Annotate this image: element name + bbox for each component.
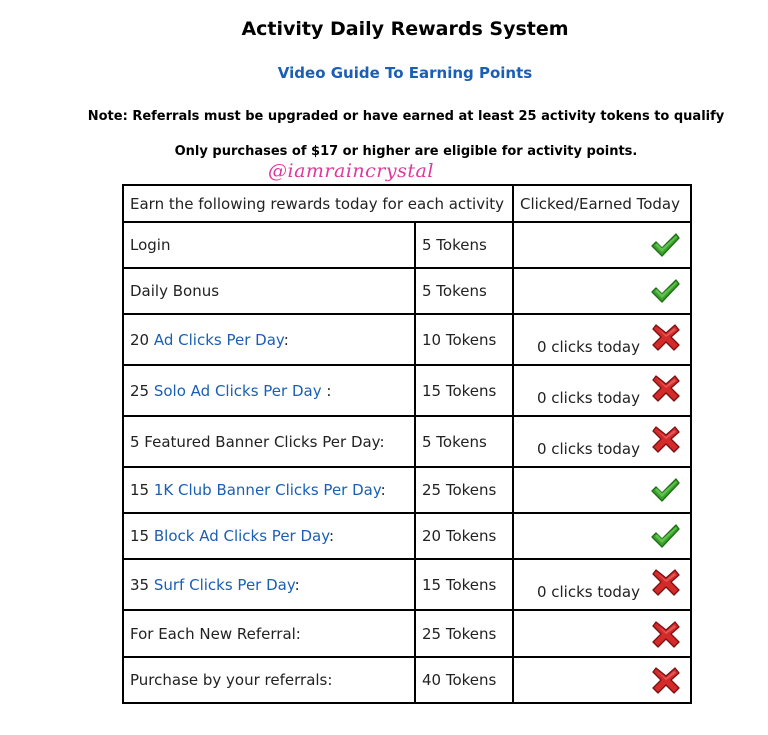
- status-cell: [513, 610, 691, 657]
- purchase-note: Only purchases of $17 or higher are eligible for activity points.: [174, 144, 638, 159]
- referral-note: Note: Referrals must be upgraded or have earned at least 25 activity tokens to qualify: [87, 109, 725, 124]
- activity-label: 25: [130, 381, 154, 400]
- cross-icon: [652, 666, 680, 698]
- table-row: [123, 559, 691, 610]
- status-column-header: Clicked/Earned Today: [513, 185, 691, 222]
- activity-suffix: :: [294, 575, 300, 594]
- tokens-cell: 40 Tokens: [415, 657, 513, 703]
- activity-label: Purchase by your referrals:: [130, 671, 333, 689]
- activity-label: 5 Featured Banner Clicks Per Day:: [130, 432, 385, 451]
- tokens-cell: 10 Tokens: [415, 314, 513, 365]
- clicks-today-text: 0 clicks today: [536, 583, 640, 601]
- status-cell: [513, 365, 691, 416]
- status-cell: [513, 657, 691, 703]
- activity-cell: [123, 513, 415, 559]
- activity-cell: [123, 467, 415, 513]
- activity-cell: [123, 416, 415, 467]
- activity-label: 15: [130, 481, 154, 499]
- activity-cell: [123, 268, 415, 314]
- table-row: [123, 222, 691, 268]
- activity-label: Login: [130, 236, 171, 254]
- status-cell: [513, 416, 691, 467]
- watermark-text: @iamraincrystal: [268, 160, 434, 182]
- status-cell: [513, 222, 691, 268]
- tokens-cell: 15 Tokens: [415, 559, 513, 610]
- activity-label: Daily Bonus: [130, 282, 220, 300]
- status-cell: [513, 268, 691, 314]
- activity-column-header: Earn the following rewards today for each activity: [123, 185, 513, 222]
- check-icon: [650, 522, 680, 554]
- table-row: [123, 467, 691, 513]
- table-row: [123, 416, 691, 467]
- activity-suffix: :: [283, 330, 289, 349]
- rewards-table: [122, 184, 692, 704]
- status-cell: [513, 314, 691, 365]
- cross-icon: [652, 568, 680, 600]
- clicks-today-text: 0 clicks today: [536, 338, 640, 356]
- tokens-cell: 5 Tokens: [415, 416, 513, 467]
- table-header-row: [123, 185, 691, 222]
- status-cell: [513, 467, 691, 513]
- clicks-today-text: 0 clicks today: [536, 389, 640, 407]
- check-icon: [650, 277, 680, 309]
- activity-suffix: :: [321, 381, 332, 400]
- activity-link[interactable]: Surf Clicks Per Day: [153, 575, 295, 594]
- activity-label: 35: [130, 575, 154, 594]
- activity-cell: [123, 559, 415, 610]
- video-guide-link[interactable]: Video Guide To Earning Points: [277, 64, 533, 82]
- tokens-cell: 25 Tokens: [415, 610, 513, 657]
- table-row: [123, 657, 691, 703]
- status-cell: [513, 513, 691, 559]
- status-cell: [513, 559, 691, 610]
- tokens-cell: 5 Tokens: [415, 268, 513, 314]
- activity-link[interactable]: Ad Clicks Per Day: [153, 330, 284, 349]
- cross-icon: [652, 425, 680, 457]
- activity-cell: [123, 222, 415, 268]
- table-row: [123, 513, 691, 559]
- activity-suffix: :: [380, 481, 386, 499]
- cross-icon: [652, 323, 680, 355]
- table-row: [123, 268, 691, 314]
- activity-label: 20: [130, 330, 154, 349]
- activity-suffix: :: [329, 527, 335, 545]
- page-title: Activity Daily Rewards System: [241, 18, 569, 40]
- activity-link[interactable]: Solo Ad Clicks Per Day: [153, 381, 322, 400]
- tokens-cell: 25 Tokens: [415, 467, 513, 513]
- activity-label: 15: [130, 527, 154, 545]
- activity-link[interactable]: 1K Club Banner Clicks Per Day: [153, 481, 381, 499]
- table-row: [123, 610, 691, 657]
- tokens-cell: 15 Tokens: [415, 365, 513, 416]
- check-icon: [650, 476, 680, 508]
- clicks-today-text: 0 clicks today: [536, 440, 640, 458]
- tokens-cell: 20 Tokens: [415, 513, 513, 559]
- table-row: [123, 314, 691, 365]
- activity-link[interactable]: Block Ad Clicks Per Day: [153, 527, 330, 545]
- activity-cell: [123, 610, 415, 657]
- table-row: [123, 365, 691, 416]
- cross-icon: [652, 374, 680, 406]
- tokens-cell: 5 Tokens: [415, 222, 513, 268]
- activity-cell: [123, 365, 415, 416]
- activity-cell: [123, 657, 415, 703]
- activity-cell: [123, 314, 415, 365]
- check-icon: [650, 231, 680, 263]
- cross-icon: [652, 620, 680, 652]
- activity-label: For Each New Referral:: [130, 624, 301, 643]
